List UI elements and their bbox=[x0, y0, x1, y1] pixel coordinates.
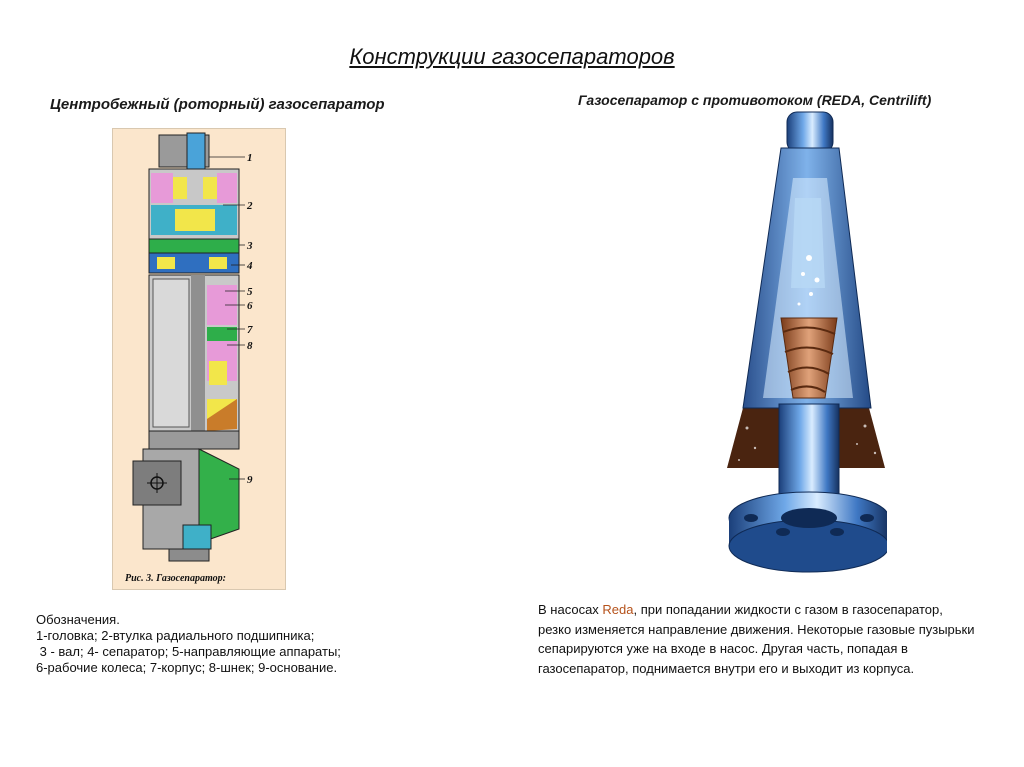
callout-7: 7 bbox=[247, 324, 253, 336]
callout-5: 5 bbox=[247, 286, 253, 298]
figure-caption: Рис. 3. Газосепаратор: bbox=[125, 573, 226, 584]
description-rest: , при попадании жидкости с газом в газосепаратор, резко изменяется направление движения. Некоторые газовые пузырьки сепарируются уже на входе в насос. Другая часть, попадая в газосепаратор, поднимается внутри его и выходит из корпуса. bbox=[538, 602, 975, 676]
separator-render bbox=[725, 108, 887, 586]
callout-4: 4 bbox=[247, 260, 253, 272]
separator-cross-section bbox=[113, 129, 285, 589]
slide-title: Конструкции газосепараторов bbox=[349, 44, 675, 69]
callout-3: 3 bbox=[247, 240, 253, 252]
centrifugal-separator-heading: Центробежный (роторный) газосепаратор bbox=[50, 96, 385, 113]
callout-8: 8 bbox=[247, 340, 253, 352]
reda-brand-text: Reda bbox=[602, 602, 634, 617]
callout-2: 2 bbox=[247, 200, 253, 212]
legend bbox=[36, 612, 436, 676]
legend-line-2: 3 - вал; 4- сепаратор; 5-направляющие аппараты; bbox=[36, 644, 341, 659]
centrifugal-separator-drawing bbox=[112, 128, 286, 590]
legend-line-3: 6-рабочие колеса; 7-корпус; 8-шнек; 9-основание. bbox=[36, 660, 338, 675]
callout-6: 6 bbox=[247, 300, 253, 312]
legend-line-1: 1-головка; 2-втулка радиального подшипника; bbox=[36, 628, 315, 643]
counterflow-separator-illustration bbox=[725, 108, 887, 586]
description-paragraph bbox=[538, 600, 978, 678]
legend-title: Обозначения. bbox=[36, 612, 120, 627]
counterflow-separator-heading: Газосепаратор с противотоком (REDA, Centrilift) bbox=[578, 92, 932, 108]
callout-1: 1 bbox=[247, 152, 253, 164]
callout-9: 9 bbox=[247, 474, 253, 486]
description-prefix: В насосах bbox=[538, 602, 603, 617]
